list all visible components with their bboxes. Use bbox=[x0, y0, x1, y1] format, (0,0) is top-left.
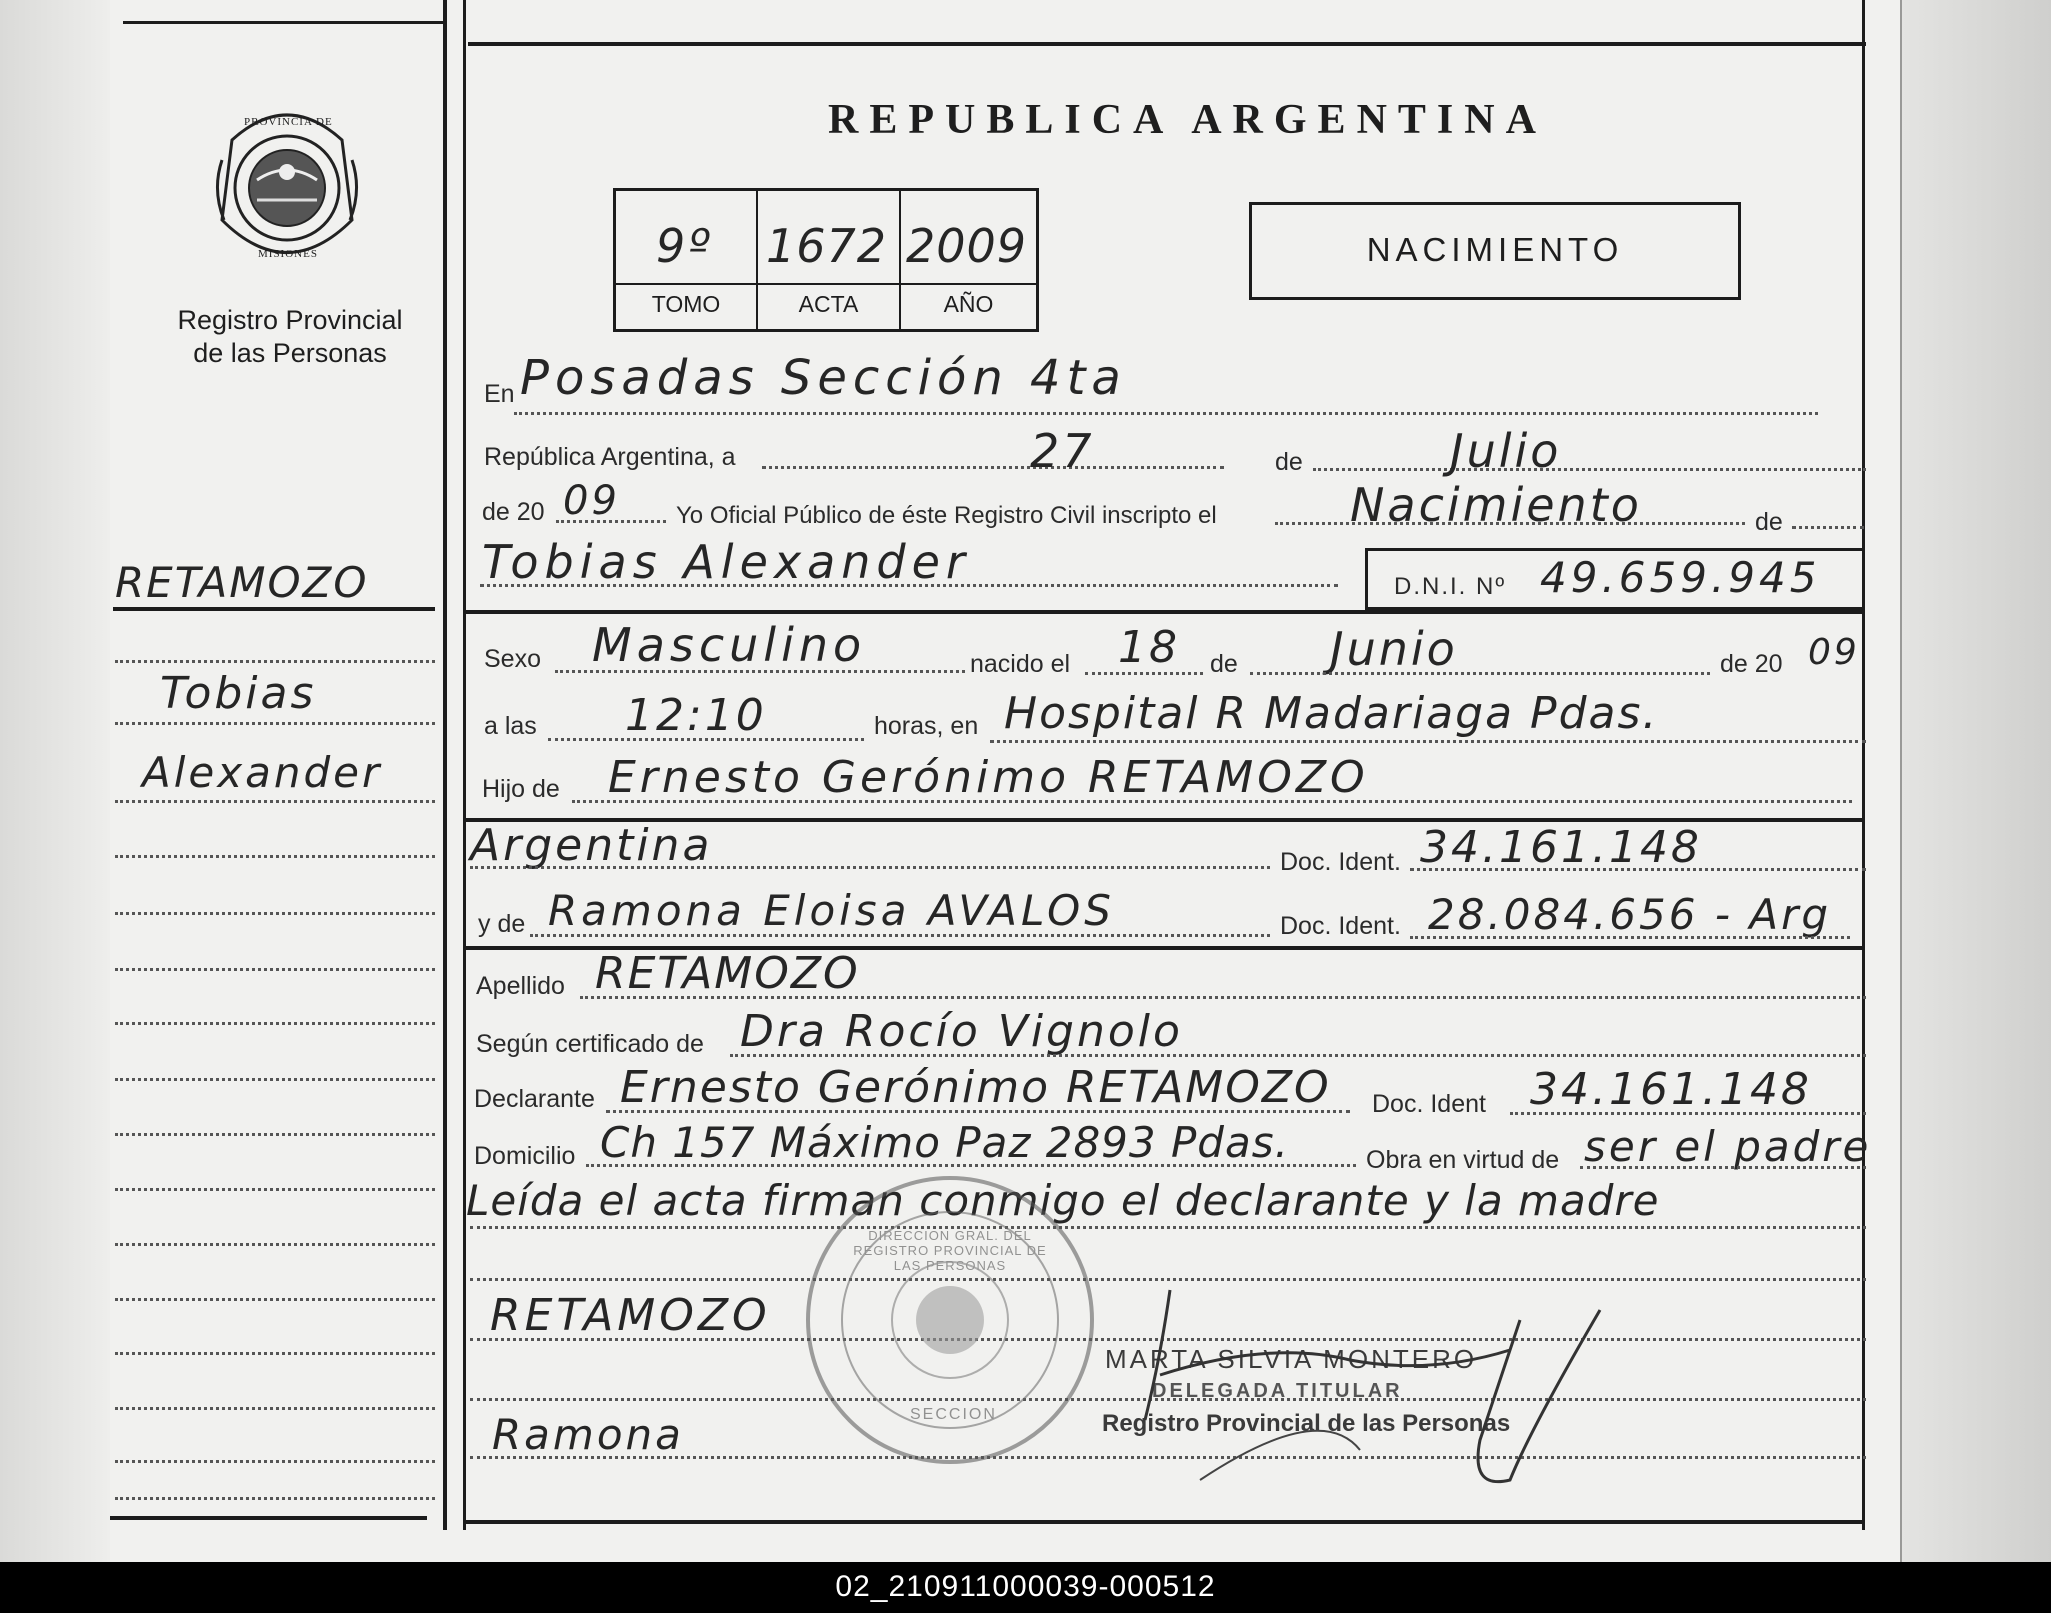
stamp-text: DIRECCION GRAL. DEL REGISTRO PROVINCIAL DE LAS PERSONAS bbox=[853, 1228, 1047, 1273]
mother-doc: 28.084.656 - Arg bbox=[1428, 890, 1831, 939]
child-name-line bbox=[480, 584, 1338, 587]
republica-label: República Argentina, a bbox=[484, 443, 736, 471]
margin-name1: Tobias bbox=[160, 668, 317, 719]
closing-line bbox=[470, 1226, 1866, 1229]
act-type-value: Nacimiento bbox=[1350, 478, 1642, 532]
closing-text: Leída el acta firman conmigo el declarante y la madre bbox=[466, 1176, 1660, 1225]
document-id: 02_210911000039-000512 bbox=[835, 1570, 1216, 1603]
yde-label: y de bbox=[478, 910, 526, 938]
child-name: Tobias Alexander bbox=[482, 535, 971, 589]
day-value: 27 bbox=[1030, 424, 1095, 478]
de-label-2: de bbox=[1210, 650, 1238, 678]
margin-line-15 bbox=[115, 1460, 435, 1463]
dni-value: 49.659.945 bbox=[1540, 553, 1821, 602]
margin-line-5 bbox=[115, 912, 435, 915]
year-line bbox=[556, 520, 666, 523]
de-tail-label: de bbox=[1755, 508, 1783, 536]
nationality-line bbox=[470, 866, 1270, 869]
en-label: En bbox=[484, 380, 515, 408]
hijo-label: Hijo de bbox=[482, 775, 560, 803]
declarante-line bbox=[606, 1110, 1350, 1113]
segun-line bbox=[730, 1054, 1866, 1057]
horas-label: horas, en bbox=[874, 712, 979, 740]
apellido-value: RETAMOZO bbox=[595, 948, 860, 999]
birth-time: 12:10 bbox=[625, 690, 767, 741]
top-rule-left bbox=[123, 21, 445, 24]
tomo-value: 9º bbox=[656, 219, 713, 273]
segun-label: Según certificado de bbox=[476, 1030, 704, 1058]
tomo-label: TOMO bbox=[651, 291, 721, 317]
dni-label: D.N.I. Nº bbox=[1394, 573, 1507, 600]
de20-label-2: de 20 bbox=[1720, 650, 1783, 678]
alas-label: a las bbox=[484, 712, 537, 740]
apellido-line bbox=[580, 996, 1866, 999]
father-doc-line bbox=[1410, 868, 1866, 871]
record-type-label: NACIMIENTO bbox=[1366, 231, 1624, 268]
obra-line bbox=[1580, 1166, 1866, 1169]
margin-line-3 bbox=[115, 800, 435, 803]
record-box-divider-h bbox=[616, 283, 1036, 285]
footer-bar bbox=[0, 1562, 2051, 1613]
official-org: Registro Provincial de las Personas bbox=[1102, 1410, 1511, 1437]
margin-surname-rule bbox=[113, 607, 435, 611]
margin-line-9 bbox=[115, 1133, 435, 1136]
page-edge-shadow bbox=[1900, 0, 2051, 1562]
mother-doc-line bbox=[1410, 936, 1850, 939]
sexo-value: Masculino bbox=[592, 618, 867, 672]
domicilio-value: Ch 157 Máximo Paz 2893 Pdas. bbox=[600, 1118, 1289, 1167]
margin-divider bbox=[443, 0, 447, 1530]
margin-line-14 bbox=[115, 1407, 435, 1410]
domicilio-label: Domicilio bbox=[474, 1142, 576, 1170]
father-doc: 34.161.148 bbox=[1420, 822, 1702, 873]
margin-line-7 bbox=[115, 1022, 435, 1025]
registry-name-line2: de las Personas bbox=[193, 338, 387, 368]
page-edge-line bbox=[1900, 0, 1902, 1562]
bottom-rule-right bbox=[466, 1520, 1864, 1524]
seal-text-top: PROVINCIA DE bbox=[244, 116, 333, 128]
bottom-rule-left bbox=[103, 1516, 427, 1520]
month-line bbox=[1313, 468, 1866, 471]
nacido-label: nacido el bbox=[970, 650, 1071, 678]
birth-month: Junio bbox=[1330, 622, 1458, 676]
margin-line-16 bbox=[115, 1497, 435, 1500]
official-signature-scribble bbox=[1100, 1280, 1620, 1520]
declarante-signature: RETAMOZO bbox=[490, 1290, 771, 1341]
sexo-line bbox=[555, 670, 965, 673]
declarante-value: Ernesto Gerónimo RETAMOZO bbox=[620, 1062, 1331, 1113]
de20-label: de 20 bbox=[482, 498, 545, 526]
right-border bbox=[1862, 0, 1865, 1530]
birth-day: 18 bbox=[1118, 622, 1180, 673]
mother-name: Ramona Eloisa AVALOS bbox=[548, 886, 1115, 935]
acta-value: 1672 bbox=[766, 219, 888, 273]
mother-name-line bbox=[530, 934, 1270, 937]
official-title: DELEGADA TITULAR bbox=[1152, 1380, 1403, 1402]
dni-box bbox=[1365, 548, 1865, 610]
certificate-by: Dra Rocío Vignolo bbox=[740, 1006, 1183, 1057]
top-rule-right bbox=[468, 42, 1866, 46]
left-page-shadow bbox=[0, 0, 110, 1562]
acta-label: ACTA bbox=[798, 291, 859, 317]
oficial-text: Yo Oficial Público de éste Registro Civil inscripto el bbox=[676, 502, 1217, 529]
domicilio-line bbox=[586, 1164, 1356, 1167]
doc-ident-label-2: Doc. Ident. bbox=[1280, 912, 1401, 940]
declarante-label: Declarante bbox=[474, 1085, 595, 1113]
birth-place-line bbox=[990, 740, 1866, 743]
record-type-box bbox=[1249, 202, 1741, 300]
anio-label: AÑO bbox=[943, 291, 994, 317]
margin-surname: RETAMOZO bbox=[115, 558, 369, 607]
year-suffix: 09 bbox=[563, 478, 620, 524]
en-line bbox=[514, 412, 1818, 415]
margin-line-10 bbox=[115, 1188, 435, 1191]
child-row-rule bbox=[466, 610, 1864, 614]
margin-line-6 bbox=[115, 968, 435, 971]
margin-line-12 bbox=[115, 1298, 435, 1301]
anio-value: 2009 bbox=[906, 219, 1028, 273]
doc-ident-label: Doc. Ident. bbox=[1280, 848, 1401, 876]
birth-time-line bbox=[548, 738, 864, 741]
obra-label: Obra en virtud de bbox=[1366, 1146, 1560, 1174]
margin-line-8 bbox=[115, 1078, 435, 1081]
margin-name2: Alexander bbox=[142, 748, 383, 797]
obra-value: ser el padre bbox=[1584, 1122, 1872, 1171]
sexo-label: Sexo bbox=[484, 645, 541, 673]
father-name-line bbox=[572, 800, 1852, 803]
father-name: Ernesto Gerónimo RETAMOZO bbox=[608, 752, 1369, 803]
birth-month-line bbox=[1250, 672, 1710, 675]
apellido-label: Apellido bbox=[476, 972, 565, 1000]
de-label: de bbox=[1275, 448, 1303, 476]
provincial-seal bbox=[212, 100, 362, 278]
margin-line-11 bbox=[115, 1243, 435, 1246]
birth-place: Hospital R Madariaga Pdas. bbox=[1004, 688, 1659, 739]
official-name: MARTA SILVIA MONTERO bbox=[1105, 1344, 1478, 1374]
official-stamp bbox=[800, 1170, 1100, 1470]
birth-day-line bbox=[1085, 672, 1203, 675]
declarante-doc-line bbox=[1510, 1112, 1866, 1115]
margin-line-1 bbox=[115, 660, 435, 663]
stamp-section: SECCION bbox=[910, 1406, 997, 1423]
mother-signature: Ramona bbox=[492, 1410, 684, 1459]
month-value: Julio bbox=[1450, 424, 1562, 478]
birth-year-suffix: 09 bbox=[1808, 632, 1860, 673]
registry-name-line1: Registro Provincial bbox=[177, 305, 403, 335]
margin-line-13 bbox=[115, 1352, 435, 1355]
country-title: REPUBLICA ARGENTINA bbox=[828, 97, 1547, 143]
place-value: Posadas Sección 4ta bbox=[520, 350, 1127, 406]
declarante-doc: 34.161.148 bbox=[1530, 1064, 1812, 1115]
day-line bbox=[762, 466, 1224, 469]
record-box bbox=[613, 188, 1039, 332]
margin-line-2 bbox=[115, 722, 435, 725]
left-border bbox=[463, 0, 466, 1530]
margin-line-4 bbox=[115, 855, 435, 858]
doc-ident-label-3: Doc. Ident bbox=[1372, 1090, 1486, 1118]
father-nationality: Argentina bbox=[470, 820, 713, 871]
seal-text-bottom: MISIONES bbox=[258, 248, 318, 260]
de-tail-line bbox=[1792, 526, 1864, 529]
